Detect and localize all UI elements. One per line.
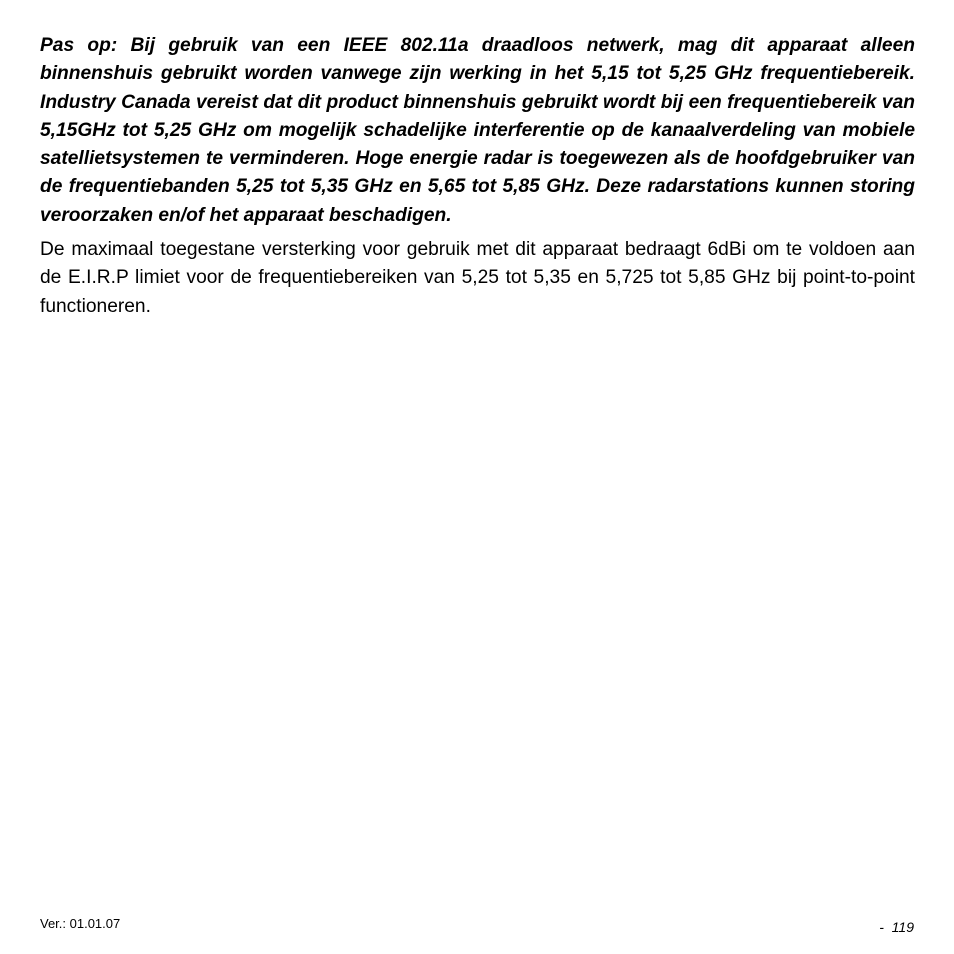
page-content: [40, 32, 915, 321]
warning-paragraph: Pas op: Bij gebruik van een IEEE 802.11a draadloos netwerk, mag dit apparaat alleen binnenshuis gebruikt worden vanwege zijn werking in het 5,15 tot 5,25 GHz frequentiebereik. Industry Canada vereist dat dit product binnenshuis gebruikt wordt bij een frequentiebereik van 5,15GHz tot 5,25 GHz om mogelijk schadelijke interferentie op de kanaalverdeling van mobiele satellietsystemen te verminderen. Hoge energie radar is toegewezen als de hoofdgebruiker van de frequentiebanden 5,25 tot 5,35 GHz en 5,65 tot 5,85 GHz. Deze radarstations kunnen storing veroorzaken en/of het apparaat beschadigen.: [40, 35, 915, 226]
version-label: Ver.: 01.01.07: [40, 916, 121, 931]
gain-paragraph: De maximaal toegestane versterking voor gebruik met dit apparaat bedraagt 6dBi om te voldoen aan de E.I.R.P limiet voor de frequentiebereiken van 5,25 tot 5,35 en 5,725 tot 5,85 GHz bij point-to-point functioneren.: [40, 239, 915, 317]
page-number: - 119: [879, 919, 914, 935]
